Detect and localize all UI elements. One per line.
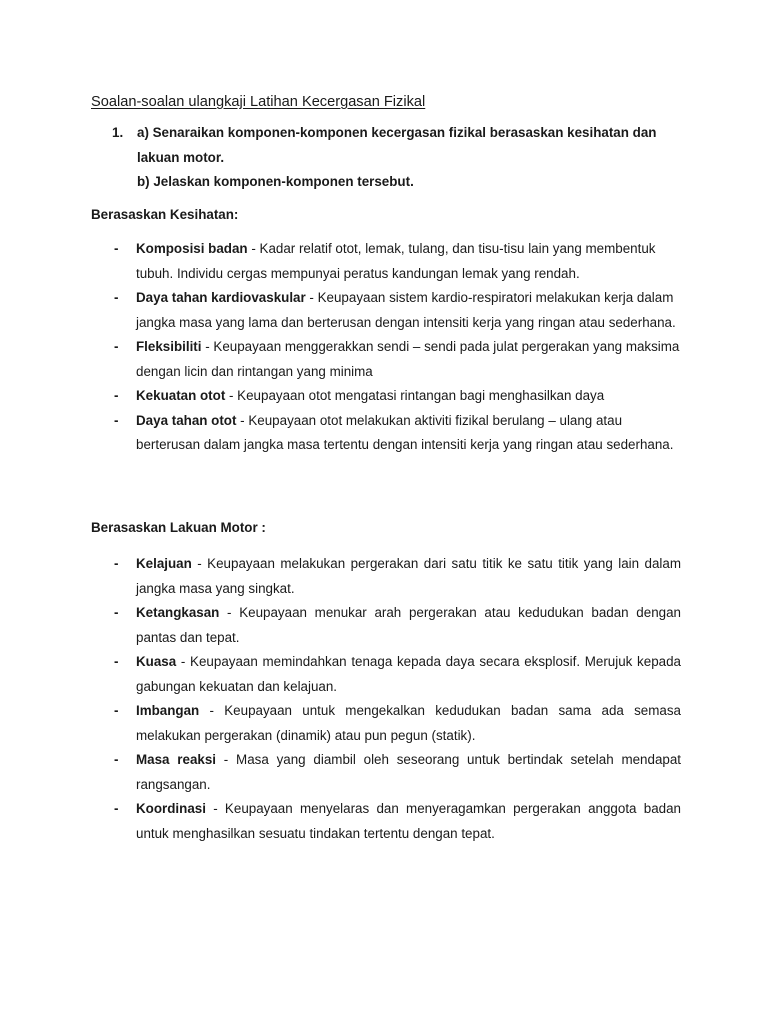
list-dash: - <box>114 605 119 620</box>
section-heading-kesihatan: Berasaskan Kesihatan: <box>91 207 239 222</box>
list-item-body <box>136 384 681 409</box>
list-item-description: - Masa yang diambil oleh seseorang untuk bertindak setelah mendapat rangsangan. <box>136 752 682 792</box>
list-item-description: - Keupayaan menyelaras dan menyeragamkan pergerakan anggota badan untuk menghasilkan sesuatu tindakan tertentu dengan tepat. <box>136 801 681 841</box>
document-title: Soalan-soalan ulangkaji Latihan Kecergasan Fizikal <box>91 94 426 110</box>
list-dash: - <box>114 388 119 403</box>
list-item-term: Daya tahan kardiovaskular <box>136 290 306 305</box>
list-item-body <box>136 601 681 650</box>
list-item-term: Fleksibiliti <box>136 339 202 354</box>
list-item-term: Daya tahan otot <box>136 412 237 428</box>
list-item-description: - Keupayaan menggerakkan sendi – sendi pada julat pergerakan yang maksima dengan licin dan rintangan yang minima <box>136 339 680 379</box>
list-item-body <box>136 748 681 797</box>
list-item <box>91 699 681 748</box>
list-item <box>91 601 681 650</box>
list-item-body <box>136 335 681 384</box>
list-item-term: Kelajuan <box>136 556 192 571</box>
question-part-a-line-2: lakuan motor. <box>137 149 225 165</box>
list-item-description: - Keupayaan otot mengatasi rintangan bagi menghasilkan daya <box>225 388 605 403</box>
list-dash: - <box>114 654 119 669</box>
list-item <box>91 409 681 458</box>
question-1 <box>108 121 688 195</box>
list-item-term: Imbangan <box>136 703 200 718</box>
list-kesihatan <box>91 237 681 458</box>
list-item-body <box>136 237 681 286</box>
list-dash: - <box>114 241 119 256</box>
question-text <box>137 121 688 195</box>
list-item-description: - Keupayaan melakukan pergerakan dari satu titik ke satu titik yang lain dalam jangka masa yang singkat. <box>136 556 681 596</box>
list-item-term: Ketangkasan <box>136 605 220 620</box>
list-item <box>91 237 681 286</box>
list-lakuan-motor <box>91 552 681 846</box>
list-item-body <box>136 797 681 846</box>
list-item <box>91 748 681 797</box>
list-dash: - <box>114 703 119 718</box>
list-item-description: - Keupayaan menukar arah pergerakan atau kedudukan badan dengan pantas dan tepat. <box>136 605 681 645</box>
list-dash: - <box>114 290 119 305</box>
list-item <box>91 384 681 409</box>
question-part-b: b) Jelaskan komponen-komponen tersebut. <box>137 174 414 189</box>
list-item-term: Masa reaksi <box>136 752 217 767</box>
list-dash: - <box>114 752 119 767</box>
list-item-description: - Keupayaan sistem kardio-respiratori melakukan kerja dalam jangka masa yang lama dan berterusan dengan intensiti kerja yang ringan atau sederhana. <box>136 290 676 330</box>
list-item-body <box>136 409 681 458</box>
list-item-description: - Keupayaan untuk mengekalkan kedudukan badan sama ada semasa melakukan pergerakan (dinamik) atau pun pegun (statik). <box>136 703 681 743</box>
list-item-body <box>136 286 681 335</box>
list-dash: - <box>114 801 119 816</box>
list-item-body <box>136 552 681 601</box>
list-item-term: Koordinasi <box>136 801 206 816</box>
list-item-body <box>136 650 681 699</box>
list-dash: - <box>114 339 119 354</box>
list-item-description: - Keupayaan memindahkan tenaga kepada daya secara eksplosif. Merujuk kepada gabungan kekuatan dan kelajuan. <box>136 654 681 694</box>
section-heading-lakuan-motor: Berasaskan Lakuan Motor : <box>91 520 266 535</box>
list-dash: - <box>114 556 119 571</box>
list-item <box>91 335 681 384</box>
list-item-body <box>136 699 681 748</box>
list-item <box>91 650 681 699</box>
question-number: 1. <box>112 125 124 140</box>
question-part-a-line-1: a) Senaraikan komponen-komponen kecergasan fizikal berasaskan kesihatan dan <box>137 125 657 140</box>
list-item-description: - Kadar relatif otot, lemak, tulang, dan tisu-tisu lain yang membentuk tubuh. Individu cergas mempunyai peratus kandungan lemak yang rendah. <box>136 241 656 281</box>
list-item-term: Kuasa <box>136 654 177 669</box>
list-item-description: - Keupayaan otot melakukan aktiviti fizikal berulang – ulang atau berterusan dalam jangka masa tertentu dengan intensiti kerja yang ringan atau sederhana. <box>136 412 674 452</box>
list-item-term: Kekuatan otot <box>136 388 226 403</box>
list-item-term: Komposisi badan <box>136 241 248 256</box>
list-item <box>91 797 681 846</box>
list-item <box>91 552 681 601</box>
list-item <box>91 286 681 335</box>
list-dash: - <box>114 412 119 428</box>
